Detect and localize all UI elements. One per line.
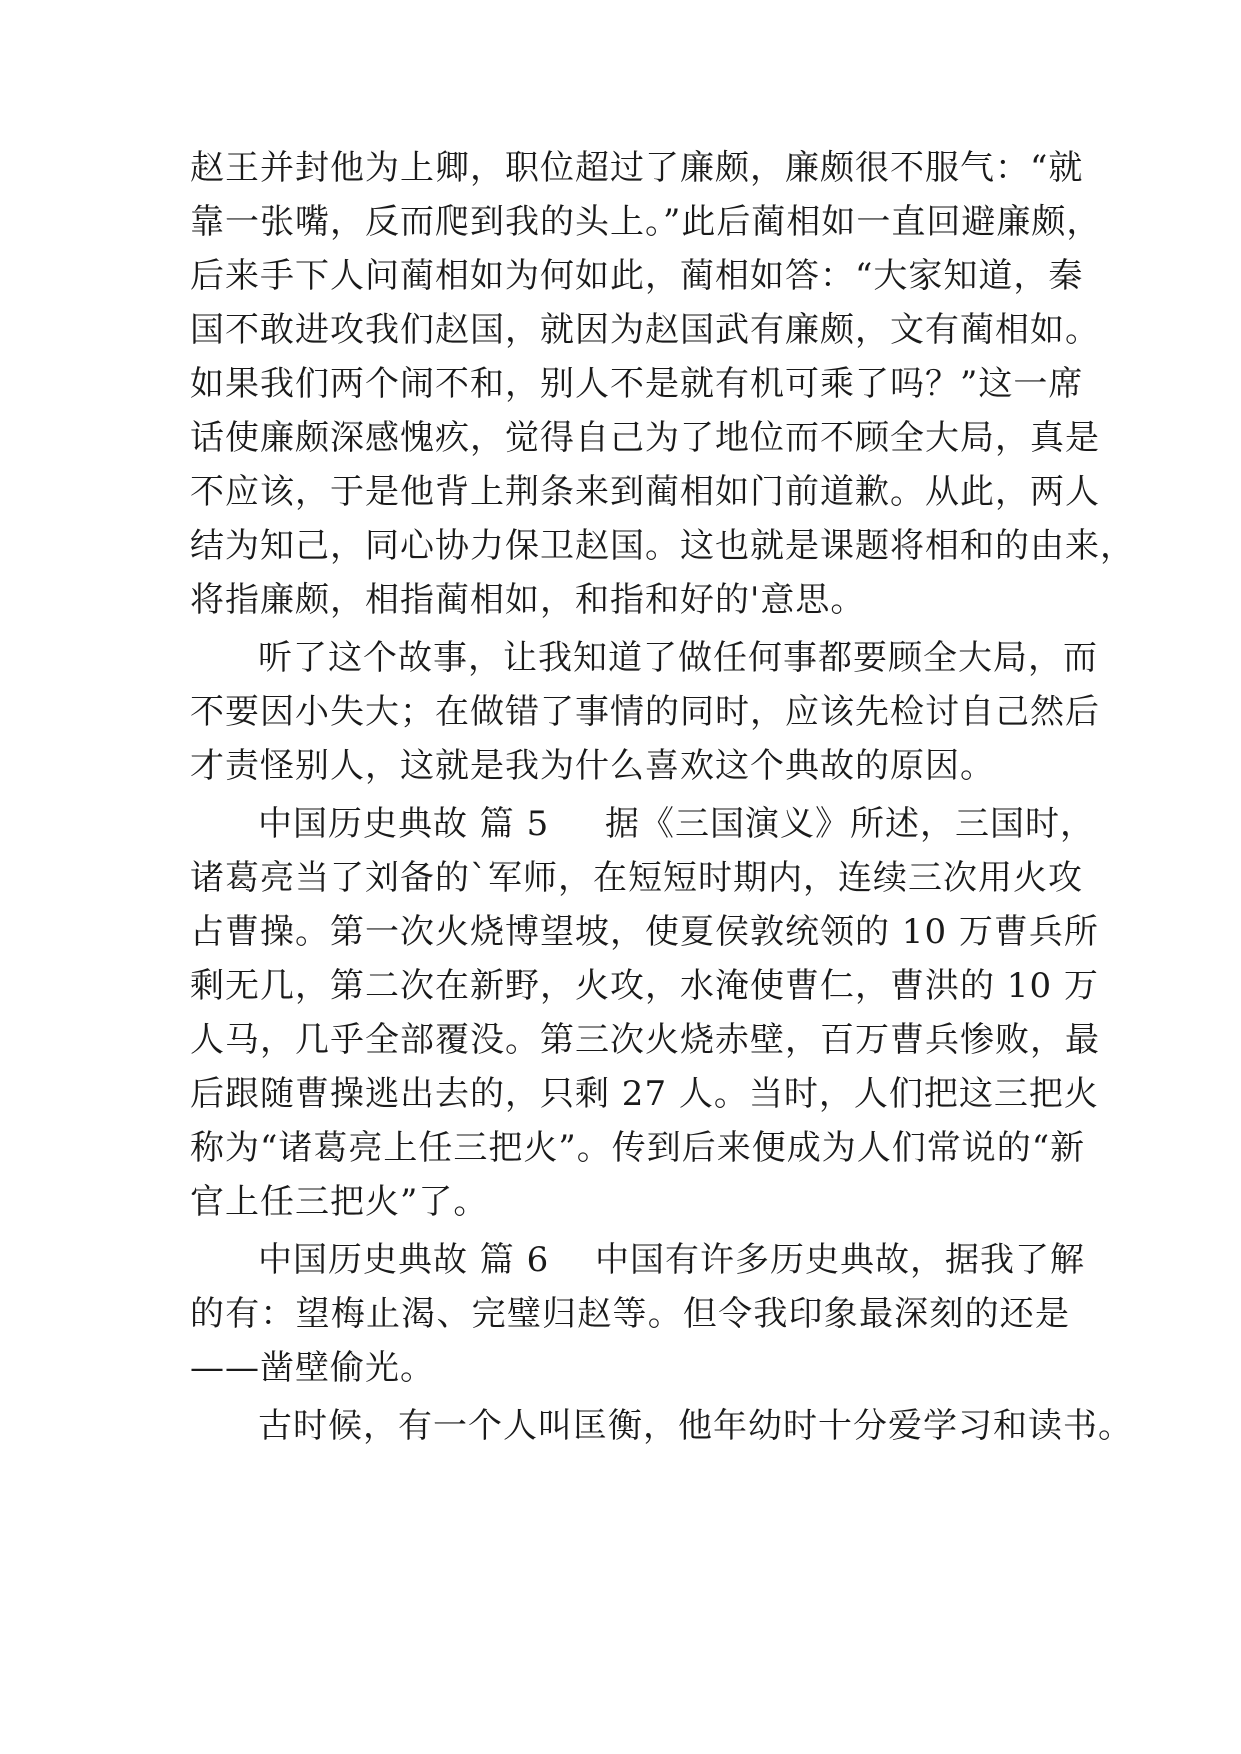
text-line: 赵王并封他为上卿，职位超过了廉颇，廉颇很不服气：“就 — [190, 148, 1084, 188]
text-line: 才责怪别人，这就是我为什么喜欢这个典故的原因。 — [190, 746, 995, 786]
text-line: 后来手下人问蔺相如为何如此，蔺相如答：“大家知道，秦 — [190, 256, 1084, 296]
text-line: 古时候，有一个人叫匡衡，他年幼时十分爱学习和读书。 — [258, 1406, 1133, 1446]
text-line: 据《三国演义》所述，三国时， — [605, 804, 1095, 844]
text-line: 中国有许多历史典故，据我了解 — [595, 1240, 1085, 1280]
text-line: 诸葛亮当了刘备的`军师，在短短时期内，连续三次用火攻 — [190, 858, 1083, 898]
text-line: 听了这个故事，让我知道了做任何事都要顾全大局，而 — [258, 638, 1098, 678]
section-heading: 中国历史典故 篇 5 — [258, 804, 550, 844]
text-line: 结为知己，同心协力保卫赵国。这也就是课题将相和的由来， — [190, 526, 1135, 566]
text-line: 人马，几乎全部覆没。第三次火烧赤壁，百万曹兵惨败，最 — [190, 1020, 1100, 1060]
text-line: 官上任三把火”了。 — [190, 1182, 489, 1222]
text-line: 国不敢进攻我们赵国，就因为赵国武有廉颇，文有蔺相如。 — [190, 310, 1100, 350]
text-line: 称为“诸葛亮上任三把火”。传到后来便成为人们常说的“新 — [190, 1128, 1086, 1168]
text-line: 不应该，于是他背上荆条来到蔺相如门前道歉。从此，两人 — [190, 472, 1100, 512]
text-line: 剩无几，第二次在新野，火攻，水淹使曹仁，曹洪的 10 万 — [190, 966, 1099, 1006]
section-heading: 中国历史典故 篇 6 — [258, 1240, 550, 1280]
text-line: 不要因小失大；在做错了事情的同时，应该先检讨自己然后 — [190, 692, 1100, 732]
text-line: 将指廉颇，相指蔺相如，和指和好的'意思。 — [190, 580, 866, 620]
text-line: 的有：望梅止渴、完璧归赵等。但令我印象最深刻的还是 — [190, 1294, 1070, 1334]
text-line: 占曹操。第一次火烧博望坡，使夏侯敦统领的 10 万曹兵所 — [190, 912, 1099, 952]
text-line: 靠一张嘴，反而爬到我的头上。”此后蔺相如一直回避廉颇， — [190, 202, 1102, 242]
text-line: 话使廉颇深感愧疚，觉得自己为了地位而不顾全大局，真是 — [190, 418, 1100, 458]
text-line: 如果我们两个闹不和，别人不是就有机可乘了吗？”这一席 — [190, 364, 1084, 404]
text-line: 后跟随曹操逃出去的，只剩 27 人。当时，人们把这三把火 — [190, 1074, 1099, 1114]
text-line: ——凿壁偷光。 — [190, 1348, 435, 1388]
